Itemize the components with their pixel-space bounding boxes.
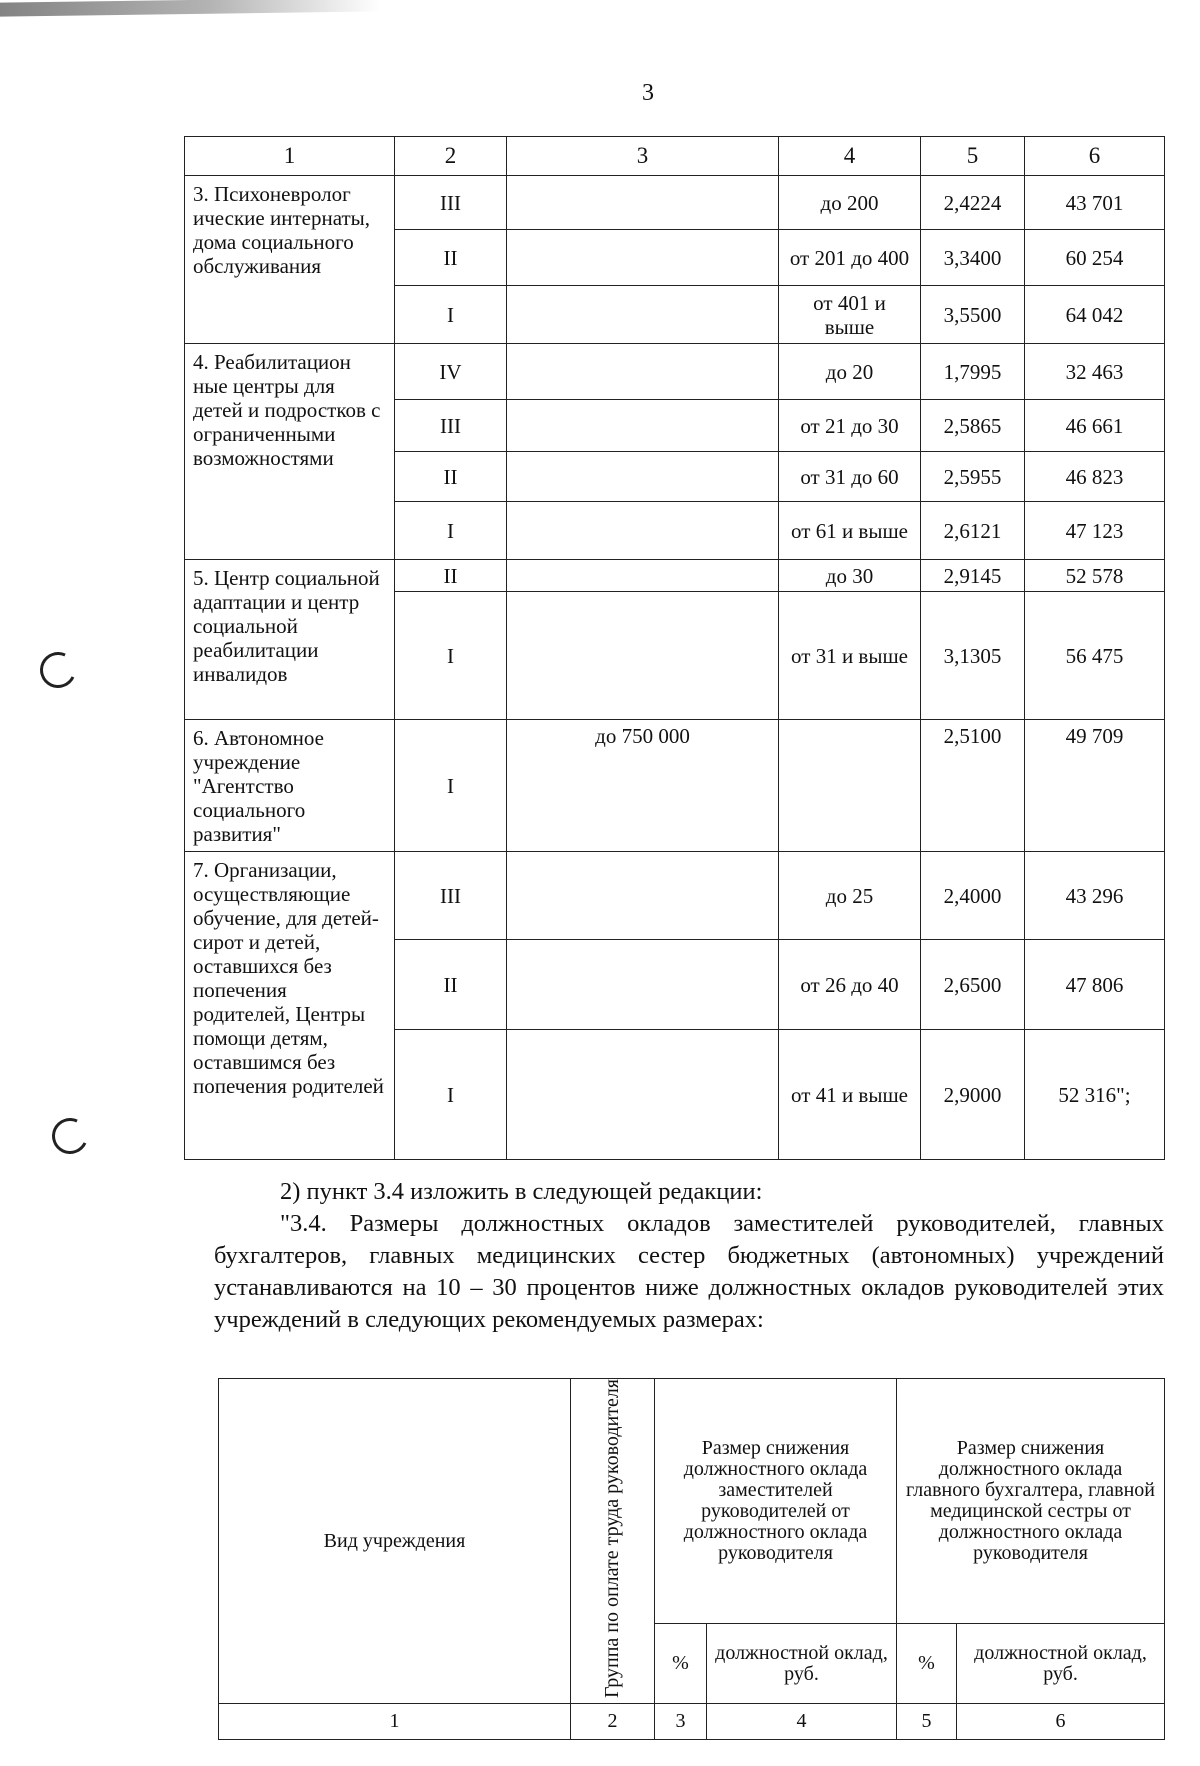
page-number: 3 bbox=[642, 80, 654, 106]
coefficient-cell: 1,7995 bbox=[921, 344, 1025, 400]
header-group-label: Группа по оплате труда руководителя bbox=[601, 1379, 623, 1699]
header-cell: 1 bbox=[185, 137, 395, 176]
amendment-text bbox=[214, 1176, 1164, 1336]
range-cell: от 401 и выше bbox=[779, 286, 921, 344]
group-cell: III bbox=[395, 176, 507, 230]
coefficient-cell: 2,4224 bbox=[921, 176, 1025, 230]
range-cell: от 41 и выше bbox=[779, 1030, 921, 1160]
header-deputy-reduction: Размер снижения должностного оклада заместителей руководителей от должностного оклада руководителя bbox=[655, 1379, 897, 1624]
coefficient-cell: 3,3400 bbox=[921, 230, 1025, 286]
table-header-row bbox=[219, 1379, 1165, 1624]
column-number: 3 bbox=[655, 1704, 707, 1740]
header-cell: 5 bbox=[921, 137, 1025, 176]
header-chief-reduction: Размер снижения должностного оклада главного бухгалтера, главной медицинской сестры от должностного оклада руководителя bbox=[897, 1379, 1165, 1624]
coefficient-cell: 2,5100 bbox=[921, 720, 1025, 852]
group-cell: II bbox=[395, 560, 507, 592]
salary-cell: 47 806 bbox=[1025, 940, 1165, 1030]
column-number: 5 bbox=[897, 1704, 957, 1740]
header-cell: 6 bbox=[1025, 137, 1165, 176]
volume-cell bbox=[507, 286, 779, 344]
volume-cell bbox=[507, 176, 779, 230]
table-row bbox=[185, 560, 1165, 592]
institution-name: 5. Центр социальной адаптации и центр социальной реабилитации инвалидов bbox=[185, 560, 395, 720]
header-cell: 2 bbox=[395, 137, 507, 176]
header-institution-type: Вид учреждения bbox=[219, 1379, 571, 1704]
group-cell: I bbox=[395, 286, 507, 344]
item-3-4-paragraph: "3.4. Размеры должностных окладов заместителей руководителей, главных бухгалтеров, главных медицинских сестер бюджетных (автономных) учреждений устанавливаются на 10 – 30 процентов ниже должностных окладов руководителей этих учреждений в следующих рекомендуемых размерах: bbox=[214, 1210, 1164, 1333]
table-row bbox=[185, 852, 1165, 940]
group-cell: III bbox=[395, 400, 507, 452]
scan-edge-shadow bbox=[0, 0, 380, 17]
salary-cell: 46 823 bbox=[1025, 452, 1165, 502]
salary-cell: 52 578 bbox=[1025, 560, 1165, 592]
volume-cell bbox=[507, 852, 779, 940]
table-row bbox=[185, 720, 1165, 852]
coefficient-cell: 2,6500 bbox=[921, 940, 1025, 1030]
group-cell: II bbox=[395, 230, 507, 286]
range-cell: до 200 bbox=[779, 176, 921, 230]
table-row bbox=[185, 176, 1165, 230]
range-cell: до 20 bbox=[779, 344, 921, 400]
group-cell: I bbox=[395, 1030, 507, 1160]
volume-cell bbox=[507, 592, 779, 720]
column-number-row bbox=[219, 1704, 1165, 1740]
range-cell: от 201 до 400 bbox=[779, 230, 921, 286]
volume-cell: до 750 000 bbox=[507, 720, 779, 852]
header-cell: 4 bbox=[779, 137, 921, 176]
salary-cell: 43 296 bbox=[1025, 852, 1165, 940]
volume-cell bbox=[507, 940, 779, 1030]
institution-name: 7. Организации, осуществляющие обучение, для детей-сирот и детей, оставшихся без попечения родителей, Центры помощи детям, оставшимся без попечения родителей bbox=[185, 852, 395, 1160]
range-cell: от 31 и выше bbox=[779, 592, 921, 720]
deputy-salary-table bbox=[218, 1378, 1165, 1740]
salary-cell: 52 316"; bbox=[1025, 1030, 1165, 1160]
salary-cell: 64 042 bbox=[1025, 286, 1165, 344]
column-number: 2 bbox=[571, 1704, 655, 1740]
header-group-cell bbox=[571, 1379, 655, 1704]
coefficient-cell: 2,5955 bbox=[921, 452, 1025, 502]
volume-cell bbox=[507, 344, 779, 400]
salary-cell: 60 254 bbox=[1025, 230, 1165, 286]
range-cell bbox=[779, 720, 921, 852]
volume-cell bbox=[507, 452, 779, 502]
volume-cell bbox=[507, 1030, 779, 1160]
institution-name: 4. Реабилитацион ные центры для детей и подростков с ограниченными возможностями bbox=[185, 344, 395, 560]
table-row bbox=[185, 344, 1165, 400]
coefficient-cell: 3,5500 bbox=[921, 286, 1025, 344]
salary-table bbox=[184, 136, 1165, 1160]
group-cell: I bbox=[395, 502, 507, 560]
volume-cell bbox=[507, 560, 779, 592]
coefficient-cell: 2,9000 bbox=[921, 1030, 1025, 1160]
range-cell: от 21 до 30 bbox=[779, 400, 921, 452]
coefficient-cell: 2,6121 bbox=[921, 502, 1025, 560]
coefficient-cell: 2,4000 bbox=[921, 852, 1025, 940]
punch-hole-icon bbox=[47, 1113, 93, 1159]
coefficient-cell: 3,1305 bbox=[921, 592, 1025, 720]
group-cell: I bbox=[395, 720, 507, 852]
range-cell: от 31 до 60 bbox=[779, 452, 921, 502]
punch-hole-icon bbox=[35, 647, 81, 693]
range-cell: до 30 bbox=[779, 560, 921, 592]
volume-cell bbox=[507, 400, 779, 452]
salary-cell: 47 123 bbox=[1025, 502, 1165, 560]
header-cell: 3 bbox=[507, 137, 779, 176]
column-number: 1 bbox=[219, 1704, 571, 1740]
group-cell: IV bbox=[395, 344, 507, 400]
subheader-percent: % bbox=[897, 1624, 957, 1704]
group-cell: III bbox=[395, 852, 507, 940]
salary-cell: 43 701 bbox=[1025, 176, 1165, 230]
subheader-salary: должностной оклад, руб. bbox=[957, 1624, 1165, 1704]
range-cell: от 26 до 40 bbox=[779, 940, 921, 1030]
group-cell: I bbox=[395, 592, 507, 720]
volume-cell bbox=[507, 230, 779, 286]
group-cell: II bbox=[395, 452, 507, 502]
table-header-row bbox=[185, 137, 1165, 176]
range-cell: от 61 и выше bbox=[779, 502, 921, 560]
salary-cell: 56 475 bbox=[1025, 592, 1165, 720]
group-cell: II bbox=[395, 940, 507, 1030]
salary-cell: 49 709 bbox=[1025, 720, 1165, 852]
subheader-percent: % bbox=[655, 1624, 707, 1704]
range-cell: до 25 bbox=[779, 852, 921, 940]
item-2-paragraph: 2) пункт 3.4 изложить в следующей редакции: bbox=[280, 1178, 763, 1205]
coefficient-cell: 2,5865 bbox=[921, 400, 1025, 452]
column-number: 6 bbox=[957, 1704, 1165, 1740]
salary-cell: 46 661 bbox=[1025, 400, 1165, 452]
institution-name: 6. Автономное учреждение "Агентство социального развития" bbox=[185, 720, 395, 852]
subheader-salary: должностной оклад, руб. bbox=[707, 1624, 897, 1704]
coefficient-cell: 2,9145 bbox=[921, 560, 1025, 592]
institution-name: 3. Психоневролог ические интернаты, дома социального обслуживания bbox=[185, 176, 395, 344]
volume-cell bbox=[507, 502, 779, 560]
column-number: 4 bbox=[707, 1704, 897, 1740]
salary-cell: 32 463 bbox=[1025, 344, 1165, 400]
